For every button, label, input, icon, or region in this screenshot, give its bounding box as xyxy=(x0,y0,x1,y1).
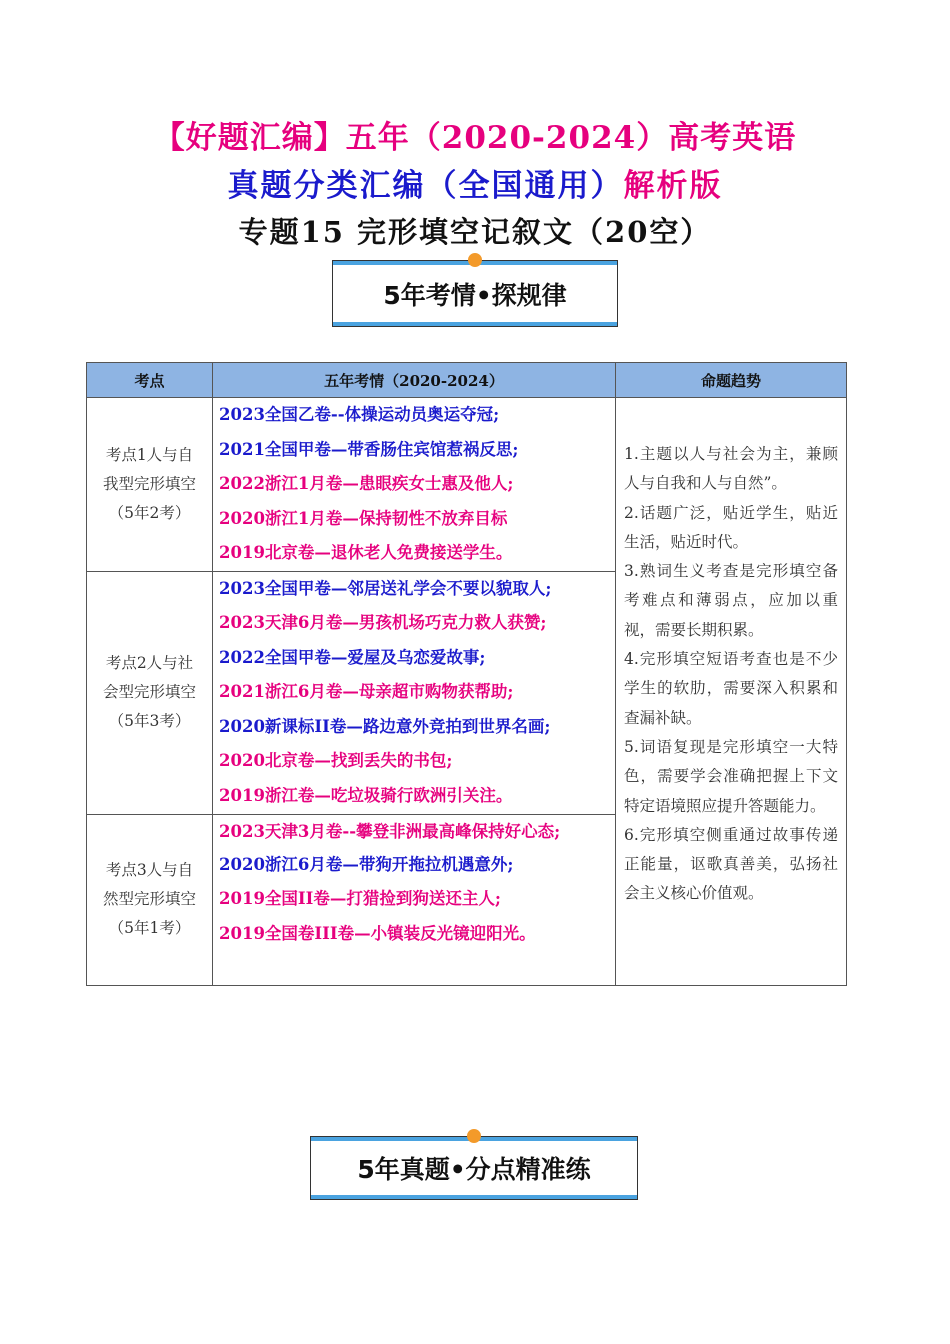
exam-item: 2023天津6月卷—男孩机场巧克力救人获赞; xyxy=(219,613,547,632)
exam-analysis-table xyxy=(86,362,847,986)
title-line2-version: 解析版 xyxy=(623,168,723,204)
exam-point-cell xyxy=(87,814,213,985)
exam-item: 2020北京卷—找到丢失的书包; xyxy=(219,751,453,770)
section-badge-exam-trends xyxy=(332,260,618,327)
exam-item: 2019全国卷III卷—小镇装反光镜迎阳光。 xyxy=(219,923,536,943)
exam-item: 2021浙江6月卷—母亲超市购物获帮助; xyxy=(219,682,514,701)
exam-item: 2019全国II卷—打猎捡到狗送还主人; xyxy=(219,889,501,908)
header-exams: 五年考情（2020-2024） xyxy=(213,363,616,398)
exam-item: 2023天津3月卷--攀登非洲最高峰保持好心态; xyxy=(219,821,561,841)
exam-list-cell xyxy=(213,814,616,985)
trend-item: 3.熟词生义考查是完形填空备考难点和薄弱点，应加以重视，需要长期积累。 xyxy=(624,562,838,639)
exam-item: 2021全国甲卷—带香肠住宾馆惹祸反思; xyxy=(219,439,519,459)
badge-label: 5年考情•探规律 xyxy=(383,280,567,310)
point-line: 我型完形填空 xyxy=(102,474,196,493)
exam-item: 2023全国乙卷--体操运动员奥运夺冠; xyxy=(219,405,500,424)
badge-bottom-bar xyxy=(333,322,617,326)
point-line: （5年3考） xyxy=(108,712,191,730)
trend-item: 4.完形填空短语考查也是不少学生的软肋，需要深入积累和查漏补缺。 xyxy=(624,650,838,727)
document-title-line2 xyxy=(0,160,950,205)
badge-label: 5年真题•分点精准练 xyxy=(357,1155,591,1184)
point-line: （5年1考） xyxy=(108,919,191,937)
point-line: 会型完形填空 xyxy=(102,683,196,701)
exam-item: 2023全国甲卷—邻居送礼学会不要以貌取人; xyxy=(219,578,552,598)
document-title-line1: 【好题汇编】五年（2020-2024）高考英语 xyxy=(153,120,797,156)
badge-bottom-bar xyxy=(311,1195,637,1199)
point-line: 然型完形填空 xyxy=(102,890,196,908)
exam-item: 2020浙江6月卷—带狗开拖拉机遇意外; xyxy=(219,854,514,874)
exam-item: 2020新课标II卷—路边意外竞拍到世界名画; xyxy=(219,716,551,736)
header-trend: 命题趋势 xyxy=(616,363,847,398)
badge-dot-icon xyxy=(467,1129,481,1143)
badge-dot-icon xyxy=(468,253,482,267)
exam-item: 2022全国甲卷—爱屋及乌恋爱故事; xyxy=(219,647,486,667)
title-line2-main: 真题分类汇编（全国通用） xyxy=(227,168,624,204)
exam-item: 2020浙江1月卷—保持韧性不放弃目标 xyxy=(219,508,508,528)
section-badge-practice xyxy=(310,1136,638,1200)
point-line: 考点3人与自 xyxy=(105,861,194,879)
point-line: 考点2人与社 xyxy=(105,654,194,672)
trend-item: 5.词语复现是完形填空一大特色，需要学会准确把握上下文特定语境照应提升答题能力。 xyxy=(624,737,838,815)
trend-cell xyxy=(616,398,847,986)
topic-title: 专题15 完形填空记叙文（20空） xyxy=(238,215,712,249)
point-line: （5年2考） xyxy=(108,503,191,522)
exam-item: 2019浙江卷—吃垃圾骑行欧洲引关注。 xyxy=(219,785,513,805)
exam-item: 2022浙江1月卷—患眼疾女士惠及他人; xyxy=(219,474,514,493)
exam-point-cell xyxy=(87,571,213,814)
trend-item: 6.完形填空侧重通过故事传递正能量，讴歌真善美，弘扬社会主义核心价值观。 xyxy=(624,825,838,903)
trend-item: 2.话题广泛，贴近学生，贴近生活，贴近时代。 xyxy=(624,503,838,551)
trend-item: 1.主题以人与社会为主，兼顾人与自我和人与自然”。 xyxy=(624,445,838,493)
exam-point-cell xyxy=(87,398,213,572)
header-point: 考点 xyxy=(87,363,213,398)
exam-item: 2019北京卷—退休老人免费接送学生。 xyxy=(219,543,513,562)
exam-list-cell xyxy=(213,398,616,572)
point-line: 考点1人与自 xyxy=(105,445,194,464)
table-row xyxy=(87,398,847,572)
table-header-row xyxy=(87,363,847,398)
exam-list-cell xyxy=(213,571,616,814)
